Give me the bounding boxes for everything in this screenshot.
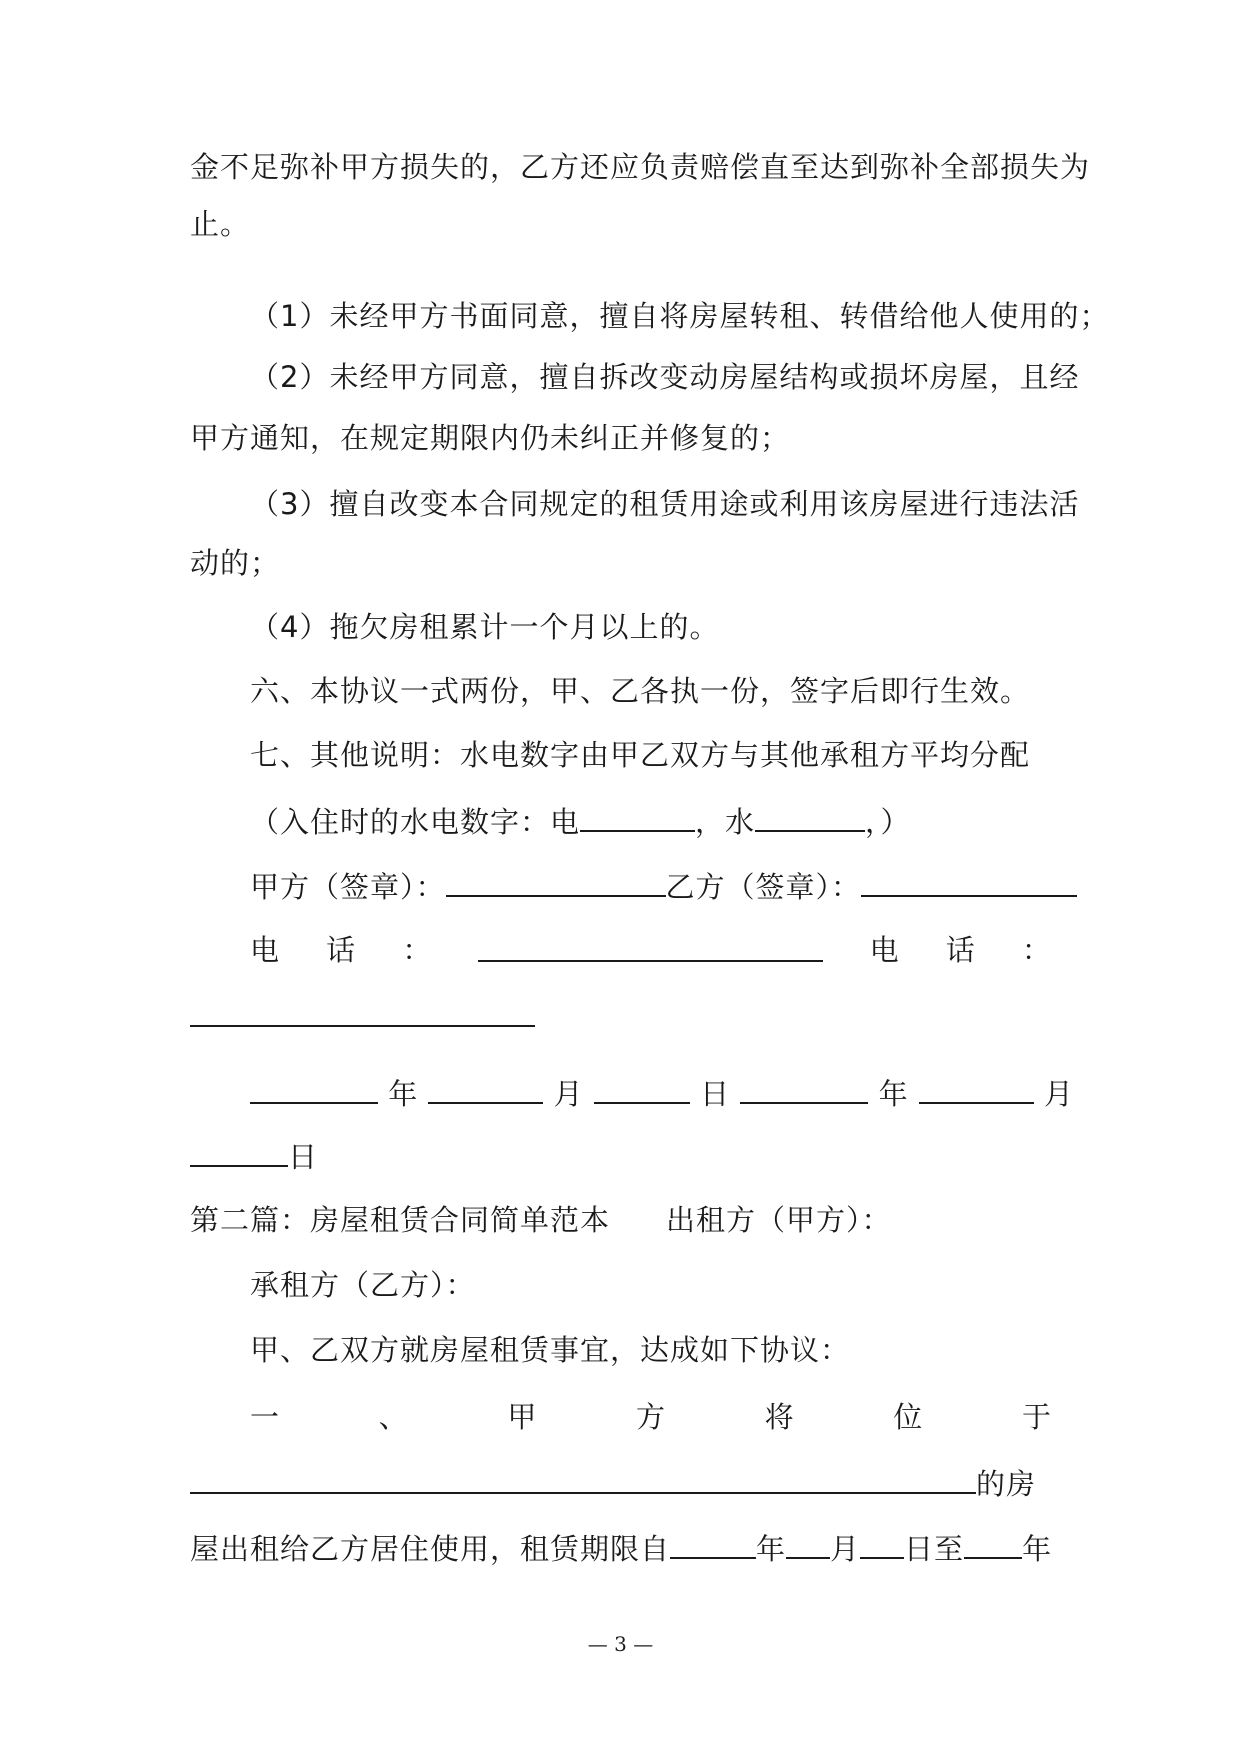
paragraph-line: 金不足弥补甲方损失的，乙方还应负责赔偿直至达到弥补全部损失为 [190, 150, 1091, 184]
water-label: ，水 [695, 805, 756, 839]
month-label: 月 [1044, 1077, 1075, 1111]
paragraph-line: 止。 [190, 207, 251, 241]
phone-line-continued [190, 995, 1052, 1037]
paragraph-line: 动的； [190, 546, 281, 580]
clause-2: （2）未经甲方同意，擅自拆改变动房屋结构或损坏房屋，且经 [250, 360, 1080, 394]
start-day-blank[interactable] [860, 1527, 904, 1559]
address-line [190, 1462, 1052, 1504]
meter-reading-end: ，） [865, 805, 911, 839]
party-a-signature-blank[interactable] [446, 865, 666, 897]
meter-reading-line [250, 800, 1052, 842]
month-label: 月 [830, 1532, 861, 1566]
end-year-blank[interactable] [964, 1527, 1022, 1559]
clause-one-char: 方 [635, 1400, 666, 1434]
lease-term-line [190, 1527, 1052, 1569]
party-b-signature-blank[interactable] [861, 865, 1077, 897]
party-b-day-blank[interactable] [190, 1135, 288, 1167]
clause-one-char: 于 [1021, 1400, 1052, 1434]
phone-label-char: 电 [250, 933, 281, 967]
signature-line [250, 865, 1052, 907]
party-a-day-blank[interactable] [594, 1072, 690, 1104]
clause-one-char: 甲 [507, 1400, 538, 1434]
party-a-phone-blank[interactable] [478, 930, 823, 962]
start-year-blank[interactable] [670, 1527, 756, 1559]
year-label: 年 [756, 1532, 787, 1566]
paragraph-line: 甲方通知，在规定期限内仍未纠正并修复的； [190, 421, 791, 455]
party-a-month-blank[interactable] [428, 1072, 543, 1104]
clause-3: （3）擅自改变本合同规定的租赁用途或利用该房屋进行违法活 [250, 487, 1080, 521]
party-a-signature-label: 甲方（签章）： [250, 870, 446, 904]
section-six: 六、本协议一式两份，甲、乙各执一份，签字后即行生效。 [250, 674, 1031, 708]
party-b-signature-label: 乙方（签章）： [665, 870, 862, 904]
party-b-year-blank[interactable] [740, 1072, 868, 1104]
date-line-continued [190, 1135, 1052, 1177]
party-a-year-blank[interactable] [250, 1072, 378, 1104]
clause-one-char: 一 [250, 1400, 281, 1434]
month-label: 月 [553, 1077, 584, 1111]
phone-line [250, 930, 1052, 970]
lease-term-label: 屋出租给乙方居住使用，租赁期限自 [190, 1532, 671, 1566]
clause-one-line [250, 1397, 1052, 1437]
phone-label-char: ： [402, 933, 433, 967]
phone-label-char: 话 [945, 933, 976, 967]
clause-one-char: 将 [764, 1400, 795, 1434]
lessor-label: 出租方（甲方）： [666, 1203, 892, 1237]
party-b-month-blank[interactable] [919, 1072, 1034, 1104]
party-b-phone-blank[interactable] [190, 995, 535, 1027]
address-line-end: 的房 [976, 1467, 1037, 1501]
year-label: 年 [878, 1077, 909, 1111]
second-contract-heading [190, 1200, 1052, 1240]
day-label: 日 [700, 1077, 731, 1111]
year-label: 年 [1022, 1532, 1053, 1566]
clause-one-char: 位 [893, 1400, 924, 1434]
phone-label-char: 电 [869, 933, 900, 967]
clause-1: （1）未经甲方书面同意，擅自将房屋转租、转借给他人使用的； [250, 299, 1110, 333]
meter-reading-label: （入住时的水电数字：电 [250, 805, 581, 839]
day-to-label: 日至 [904, 1532, 965, 1566]
start-month-blank[interactable] [786, 1527, 830, 1559]
electric-reading-blank[interactable] [580, 800, 695, 832]
agreement-intro: 甲、乙双方就房屋租赁事宜，达成如下协议： [250, 1333, 851, 1367]
lessee-label: 承租方（乙方）： [250, 1268, 476, 1302]
phone-label-char: 话 [326, 933, 357, 967]
clause-one-char: 、 [378, 1400, 409, 1434]
year-label: 年 [388, 1077, 419, 1111]
property-address-blank[interactable] [190, 1462, 976, 1494]
page-number: — 3 — [587, 1632, 654, 1656]
date-line [250, 1072, 1075, 1114]
day-label: 日 [288, 1140, 319, 1174]
water-reading-blank[interactable] [755, 800, 865, 832]
clause-4: （4）拖欠房租累计一个月以上的。 [250, 610, 720, 644]
phone-label-char: ： [1021, 933, 1052, 967]
section-seven: 七、其他说明：水电数字由甲乙双方与其他承租方平均分配 [250, 738, 1031, 772]
second-contract-title: 第二篇：房屋租赁合同简单范本 [190, 1203, 611, 1237]
